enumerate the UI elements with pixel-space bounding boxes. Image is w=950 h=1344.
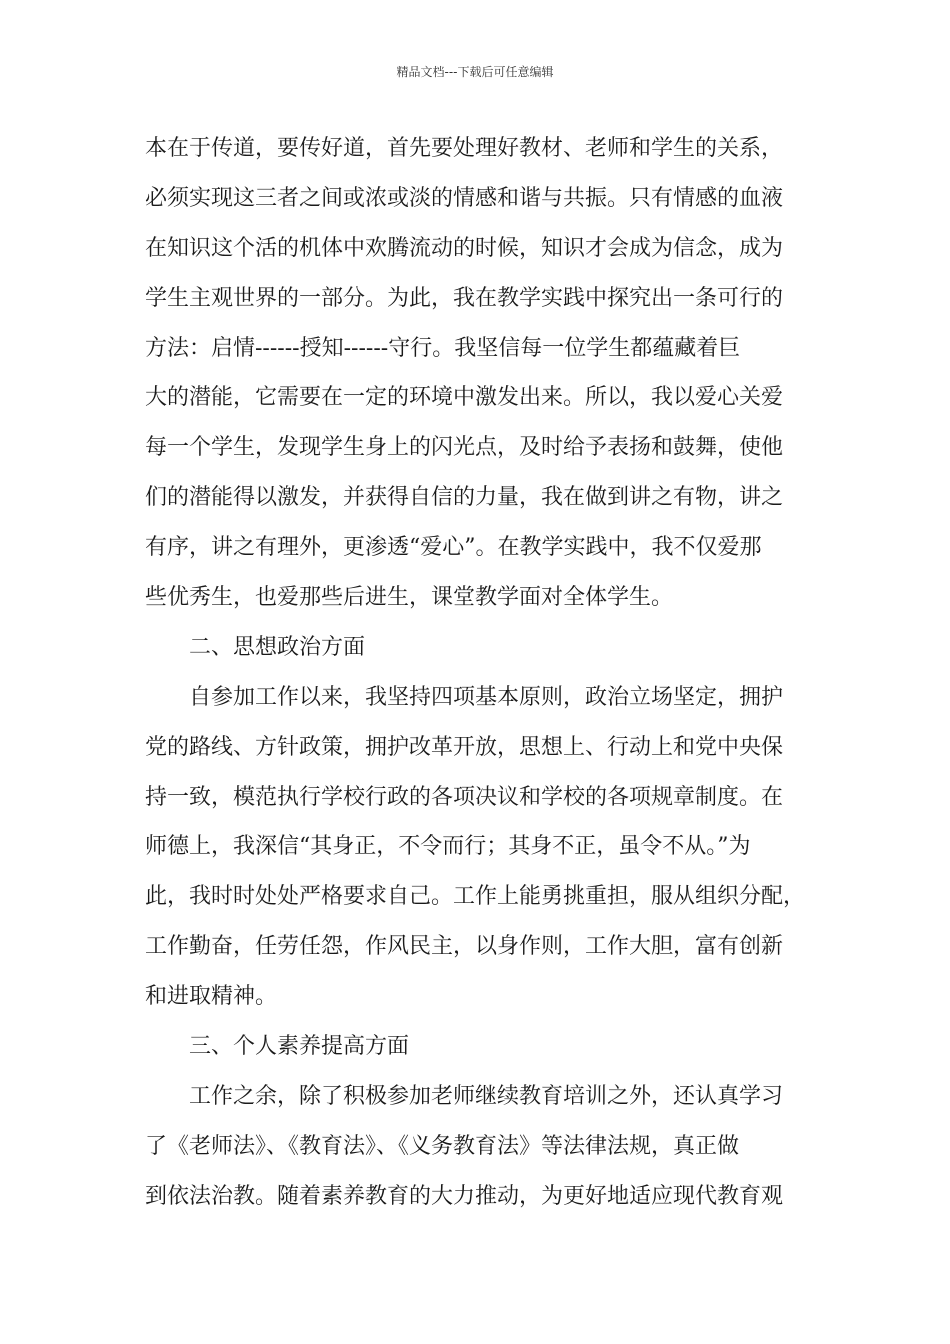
text-line: 和进取精神。	[145, 984, 278, 1010]
text-line: 学生主观世界的一部分。为此，我在教学实践中探究出一条可行的	[145, 285, 784, 311]
section-heading: 三、个人素养提高方面	[189, 1034, 410, 1060]
text-line: 持一致，模范执行学校行政的各项决议和学校的各项规章制度。在	[145, 784, 784, 810]
text-line: 工作勤奋，任劳任怨，作风民主，以身作则，工作大胆，富有创新	[145, 934, 784, 960]
text-line: 们的潜能得以激发，并获得自信的力量，我在做到讲之有物，讲之	[145, 485, 784, 511]
text-line: 此，我时时处处严格要求自己。工作上能勇挑重担，服从组织分配，	[145, 884, 806, 910]
text-line: 到依法治教。随着素养教育的大力推动，为更好地适应现代教育观	[145, 1183, 784, 1209]
text-line: 每一个学生，发现学生身上的闪光点，及时给予表扬和鼓舞，使他	[145, 435, 784, 461]
text-line: 自参加工作以来，我坚持四项基本原则，政治立场坚定，拥护	[189, 684, 784, 710]
text-line: 本在于传道，要传好道，首先要处理好教材、老师和学生的关系，	[145, 136, 784, 161]
text-line: 党的路线、方针政策，拥护改革开放，思想上、行动上和党中央保	[145, 734, 784, 760]
text-line: 方法：启情------授知------守行。我坚信每一位学生都蕴藏着巨	[145, 335, 741, 361]
text-line: 有序，讲之有理外，更渗透“爱心”。在教学实践中，我不仅爱那	[145, 535, 762, 561]
text-line: 了《老师法》、《教育法》、《义务教育法》等法律法规，真正做	[145, 1133, 740, 1159]
text-line: 必须实现这三者之间或浓或淡的情感和谐与共振。只有情感的血液	[145, 185, 784, 211]
text-line: 大的潜能，它需要在一定的环境中激发出来。所以，我以爱心关爱	[145, 385, 784, 411]
text-line: 在知识这个活的机体中欢腾流动的时候，知识才会成为信念，成为	[145, 235, 784, 261]
document-body	[145, 129, 825, 1227]
text-line: 工作之余，除了积极参加老师继续教育培训之外，还认真学习	[189, 1083, 784, 1109]
page-header: 精品文档---下载后可任意编辑	[396, 65, 554, 79]
text-line: 些优秀生，也爱那些后进生，课堂教学面对全体学生。	[145, 585, 674, 611]
text-line: 师德上，我深信“其身正，不令而行；其身不正，虽令不从。”为	[145, 834, 751, 860]
section-heading: 二、思想政治方面	[189, 634, 366, 660]
